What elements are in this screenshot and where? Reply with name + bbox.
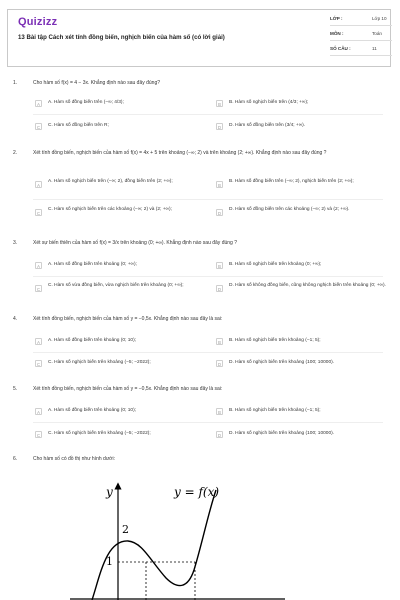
function-label: y = f(x): [174, 485, 220, 499]
divider: [33, 276, 383, 277]
divider: [33, 199, 383, 200]
option-letter-box: C: [36, 211, 41, 216]
option-letter-box: D: [217, 287, 222, 292]
count-label: SỐ CÂU :: [330, 46, 351, 51]
option-text: B. Hàm số nghịch biến trên khoảng (−1; 5);: [229, 338, 321, 343]
option-letter-box: D: [217, 362, 222, 367]
option-c[interactable]: [35, 206, 209, 220]
option-letter-box: C: [36, 433, 41, 438]
option-letter-box: C: [36, 362, 41, 367]
option-letter-box: A: [35, 181, 42, 188]
option-text: A. Hàm số đồng biến trên khoảng (0; 10);: [48, 338, 136, 343]
option-a[interactable]: [35, 261, 209, 275]
question-text: Xét sự biến thiên của hàm số f(x) = 3/x trên khoảng (0; +∞). Khẳng định nào sau đây đúng ?: [33, 240, 237, 246]
function-graph: [70, 478, 290, 600]
worksheet-header: [7, 9, 391, 67]
tick-label-2: 2: [122, 523, 129, 536]
question-number: 4.: [13, 316, 18, 322]
option-letter-box: D: [217, 125, 222, 130]
tick-label-1: 1: [106, 555, 113, 568]
option-b[interactable]: [216, 99, 390, 113]
quizizz-logo: Quizizz: [18, 16, 58, 28]
option-d[interactable]: [216, 282, 390, 296]
option-text: D. Hàm số không đồng biến, cũng không nghịch biến trên khoảng (0; +∞).: [229, 283, 386, 288]
function-curve: [92, 490, 216, 600]
question-text: Xét tính đồng biến, nghịch biến của hàm số y = −0,5x. Khẳng định nào sau đây là sai:: [33, 316, 223, 322]
option-letter-box: A: [35, 338, 42, 345]
option-d[interactable]: [216, 122, 390, 136]
option-text: A. Hàm số đồng biến trên khoảng (0; +∞);: [48, 262, 137, 267]
option-letter-box: A: [35, 100, 42, 107]
question-number: 6.: [13, 456, 18, 462]
question-number: 5.: [13, 386, 18, 392]
option-letter-box: B: [216, 262, 223, 269]
option-text: C. Hàm số đồng biến trên R;: [48, 123, 109, 128]
option-text: A. Hàm số đồng biến trên (−∞; 4/3);: [48, 100, 124, 105]
question-text: Cho hàm số có đồ thị như hình dưới:: [33, 456, 115, 462]
y-axis-label: y: [106, 485, 113, 499]
divider: [33, 114, 383, 115]
question-text: Xét tính đồng biến, nghịch biến của hàm số f(x) = 4x + 5 trên khoảng (−∞; 2) và trên khoảng (2; +∞). Khẳng định nào sau đây đúng ?: [33, 150, 327, 156]
option-letter-box: C: [36, 287, 41, 292]
option-text: D. Hàm số đồng biến trên các khoảng (−∞; 2) và (2; +∞).: [229, 207, 350, 212]
option-text: B. Hàm số đồng biến trên (−∞; 2), nghịch biến trên (2; +∞);: [229, 179, 354, 184]
option-a[interactable]: [35, 407, 209, 421]
option-d[interactable]: [216, 359, 390, 373]
question-number: 3.: [13, 240, 18, 246]
option-text: B. Hàm số nghịch biến trên khoảng (0; +∞);: [229, 262, 322, 267]
option-text: C. Hàm số vừa đồng biến, vừa nghịch biến trên khoảng (0; +∞);: [48, 283, 184, 288]
count-value: 11: [372, 46, 377, 51]
option-a[interactable]: [35, 99, 209, 113]
option-b[interactable]: [216, 178, 390, 192]
divider: [330, 25, 392, 26]
option-text: B. Hàm số nghịch biến trên khoảng (−1; 5);: [229, 408, 321, 413]
subject-label: MÔN :: [330, 31, 344, 36]
option-b[interactable]: [216, 337, 390, 351]
option-c[interactable]: [35, 430, 209, 444]
option-b[interactable]: [216, 261, 390, 275]
question-text: Cho hàm số f(x) = 4 − 3x. Khẳng định nào sau đây đúng?: [33, 80, 161, 86]
question-number: 1.: [13, 80, 18, 86]
option-text: A. Hàm số đồng biến trên khoảng (0; 10);: [48, 408, 136, 413]
option-text: C. Hàm số nghịch biến trên các khoảng (−∞; 2) và (2; +∞);: [48, 207, 172, 212]
divider: [33, 422, 383, 423]
option-letter-box: A: [35, 262, 42, 269]
option-a[interactable]: [35, 178, 209, 192]
option-c[interactable]: [35, 359, 209, 373]
option-letter-box: C: [36, 125, 41, 130]
option-letter-box: B: [216, 100, 223, 107]
option-text: D. Hàm số nghịch biến trên khoảng (100; 10000).: [229, 431, 335, 436]
divider: [330, 55, 392, 56]
option-d[interactable]: [216, 430, 390, 444]
subject-value: Toán: [372, 31, 382, 36]
option-letter-box: A: [35, 408, 42, 415]
divider: [33, 352, 383, 353]
option-text: D. Hàm số nghịch biến trên khoảng (100; 10000).: [229, 360, 335, 365]
option-letter-box: B: [216, 408, 223, 415]
option-b[interactable]: [216, 407, 390, 421]
option-c[interactable]: [35, 122, 209, 136]
option-d[interactable]: [216, 206, 390, 220]
class-value: Lớp 10: [372, 16, 387, 21]
class-label: LỚP :: [330, 16, 343, 21]
option-c[interactable]: [35, 282, 209, 296]
option-letter-box: D: [217, 433, 222, 438]
option-letter-box: B: [216, 338, 223, 345]
option-text: C. Hàm số nghịch biến trên khoảng (−5; −2022);: [48, 360, 151, 365]
option-text: C. Hàm số nghịch biến trên khoảng (−5; −2022);: [48, 431, 151, 436]
option-text: A. Hàm số nghịch biến trên (−∞; 2), đồng biến trên (2; +∞);: [48, 179, 173, 184]
question-number: 2.: [13, 150, 18, 156]
option-letter-box: B: [216, 181, 223, 188]
option-text: B. Hàm số nghịch biến trên (4/3; +∞);: [229, 100, 309, 105]
option-text: D. Hàm số đồng biến trên (3/4; +∞).: [229, 123, 306, 128]
question-text: Xét tính đồng biến, nghịch biến của hàm số y = −0,5x. Khẳng định nào sau đây là sai:: [33, 386, 223, 392]
divider: [330, 40, 392, 41]
option-letter-box: D: [217, 211, 222, 216]
worksheet-title: 13 Bài tập Cách xét tính đồng biến, nghịch biến của hàm số (có lời giải): [18, 34, 225, 41]
option-a[interactable]: [35, 337, 209, 351]
